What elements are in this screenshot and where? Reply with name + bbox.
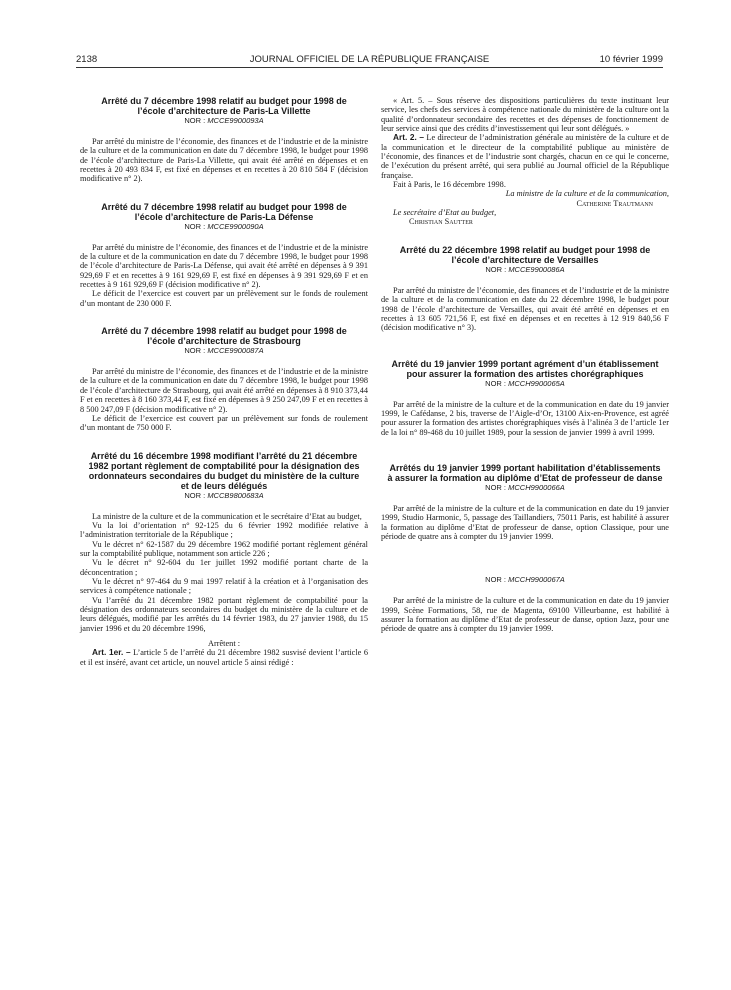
- nor-label: NOR :: [184, 221, 206, 231]
- nor-code: MCCE9900087A: [207, 346, 264, 356]
- article-paragraph: Par arrêté du ministre de l’économie, des finances et de l’industrie et de la ministre de la culture et de la communication en date du 7 décembre 1998, le budget pour 1998 de l’école d’architecture de Paris-La Défense, qui avait été arrêté en dépenses à 9 391 929,69 F et en recettes à 9 161 929,69 F, est fixé en dépenses à 9 391 929,69 F et en recettes à 9 161 929,69 F (décision modificative n° 2).: [80, 242, 368, 290]
- nor-label: NOR :: [485, 378, 507, 388]
- article-paragraph: Par arrêté de la ministre de la culture et de la communication en date du 19 janvier 1999, Scène Formations, 58, rue de Magenta, 69100 Villeurbanne, est habilité à assurer la formation au diplôme d’Etat de professeur de danse, option Jazz, pour une période de quatre ans à compter du 19 janvier 1999.: [381, 596, 669, 634]
- nor-reference: [381, 575, 669, 585]
- article-paragraph: Le déficit de l’exercice est couvert par un prélèvement sur le fonds de roulement d’un montant de 230 000 F.: [80, 289, 368, 308]
- article-label: Art. 1er. –: [92, 647, 131, 658]
- nor-label: NOR :: [485, 575, 507, 585]
- article-paragraph: [381, 133, 669, 180]
- nor-code: MCCE9900086A: [508, 264, 565, 274]
- nor-code: MCCH9900067A: [508, 575, 565, 585]
- signatory-role: Le secrétaire d’Etat au budget,: [393, 208, 497, 218]
- nor-code: MCCE9900090A: [207, 221, 264, 231]
- article-paragraph: Vu le décret n° 97-464 du 9 mai 1997 relatif à la création et à l’organisation des services à compétence nationale ;: [80, 576, 368, 596]
- nor-reference: [80, 222, 368, 232]
- nor-code: MCCE9900093A: [207, 116, 264, 125]
- nor-label: NOR :: [184, 346, 206, 356]
- article-title: Arrêté du 22 décembre 1998 relatif au budget pour 1998 de l’école d’architecture de Versailles: [399, 244, 651, 265]
- nor-reference: [80, 491, 368, 501]
- nor-label: NOR :: [184, 490, 206, 500]
- article-title: Arrêté du 16 décembre 1998 modifiant l’arrêté du 21 décembre 1982 portant règlement de comptabilité pour la désignation des ordonnateurs secondaires du budget du ministère de la culture et de leurs délégués: [88, 450, 360, 491]
- header-rule: [76, 67, 663, 68]
- right-column: [381, 96, 669, 634]
- nor-label: NOR :: [184, 116, 206, 125]
- article-paragraph: Vu la loi d’orientation n° 92-125 du 6 février 1992 modifiée relative à l’administration territoriale de la République ;: [80, 520, 368, 540]
- quoted-article: « Art. 5. – Sous réserve des dispositions particulières du texte instituant leur service, les chefs des services à compétence nationale du ministère de la culture ont la qualité d’ordonnateur secondaire des recettes et des dépenses de fonctionnement de leur service ainsi que des crédits d’investissement qui leur sont délégués. »: [381, 96, 669, 134]
- arretent-line: Arrêtent :: [207, 639, 241, 648]
- journal-title: JOURNAL OFFICIEL DE LA RÉPUBLIQUE FRANÇAISE: [249, 54, 490, 65]
- article-label: Art. 2. –: [393, 132, 425, 143]
- article-paragraph: La ministre de la culture et de la communication et le secrétaire d’Etat au budget,: [92, 511, 362, 521]
- article-paragraph: Vu le décret n° 62-1587 du 29 décembre 1962 modifié portant règlement général sur la comptabilité publique, notamment son article 226 ;: [80, 539, 368, 558]
- article-paragraph: Par arrêté du ministre de l’économie, des finances et de l’industrie et de la ministre de la culture et de la communication en date du 7 décembre 1998, le budget pour 1998 de l’école d’architecture de Paris-La Villette, qui avait été arrêté en dépenses et en recettes à 20 493 834 F, est fixé en dépenses et en recettes à 20 810 584 F (décision modificative n° 2).: [80, 137, 368, 184]
- signatory-name: Christian Sautter: [409, 217, 473, 227]
- nor-reference: [381, 265, 669, 275]
- nor-label: NOR :: [485, 482, 507, 492]
- article-title: Arrêté du 7 décembre 1998 relatif au budget pour 1998 de l’école d’architecture de Strasbourg: [101, 326, 347, 347]
- nor-code: MCCB9800683A: [207, 490, 264, 500]
- signatory-role: La ministre de la culture et de la communication,: [505, 189, 669, 199]
- issue-date: 10 février 1999: [599, 54, 663, 65]
- nor-reference: [381, 483, 669, 493]
- article-title: Arrêtés du 19 janvier 1999 portant habilitation d’établissements à assurer la formation au diplôme d’Etat de professeur de danse: [387, 462, 663, 483]
- article-paragraph: [80, 648, 368, 667]
- article-paragraph: Vu l’arrêté du 21 décembre 1982 portant règlement de comptabilité pour la désignation des ordonnateurs secondaires du budget du ministère de la culture et de leurs délégués, modifié par les arrêtés du 14 février 1983, du 27 janvier 1988, du 15 janvier 1996 et du 20 décembre 1996,: [80, 595, 368, 633]
- article-paragraph: Par arrêté de la ministre de la culture et de la communication en date du 19 janvier 1999, Studio Harmonic, 5, passage des Taillandiers, 75011 Paris, est habilité à assurer la formation au diplôme d’Etat de professeur de danse, option Classique, pour une période de quatre ans à compter du 19 janvier 1999.: [381, 503, 669, 541]
- nor-reference: [80, 346, 368, 356]
- nor-reference: [80, 116, 368, 126]
- article-paragraph: Par arrêté de la ministre de la culture et de la communication en date du 19 janvier 1999, le Cafédanse, 2 bis, traverse de l’Aigle-d’Or, 13100 Aix-en-Provence, est agréé pour assurer la formation des artistes chorégraphiques visés à l’alinéa 3 de l’article 1er de la loi n° 89-468 du 10 juillet 1989, pour la session de janvier 1999 à avril 1999.: [381, 399, 669, 437]
- page-header: [76, 54, 663, 66]
- fait-line: Fait à Paris, le 16 décembre 1998.: [393, 180, 506, 190]
- article-paragraph: Par arrêté du ministre de l’économie, des finances et de l’industrie et de la ministre de la culture et de la communication en date du 7 décembre 1998, le budget pour 1998 de l’école d’architecture de Strasbourg, qui avait été arrêté en dépenses à 8 910 373,44 F et en recettes à 8 160 373,44 F, est fixé en dépenses à 9 250 247,09 F et en recettes à 8 500 247,09 F (décision modificative n° 2).: [80, 367, 368, 414]
- nor-code: MCCH9900065A: [508, 378, 565, 388]
- article-title: Arrêté du 7 décembre 1998 relatif au budget pour 1998 de l’école d’architecture de Paris-La Défense: [101, 201, 347, 222]
- article-title: Arrêté du 7 décembre 1998 relatif au budget pour 1998 de l’école d’architecture de Paris-La Villette: [101, 96, 347, 116]
- nor-reference: [381, 379, 669, 389]
- nor-label: NOR :: [485, 264, 507, 274]
- article-text: Le directeur de l’administration générale au ministère de la culture et de la communication et le directeur de la comptabilité publique au ministère de l’économie, des finances et de l’industrie sont chargés, chacun en ce qui le concerne, de l’exécution du présent arrêté, qui sera publié au Journal officiel de la République française.: [381, 133, 669, 180]
- article-paragraph: Le déficit de l’exercice est couvert par un prélèvement sur fonds de roulement d’un montant de 750 000 F.: [80, 413, 368, 433]
- article-paragraph: Par arrêté du ministre de l’économie, des finances et de l’industrie et de la ministre de la culture et de la communication en date du 22 décembre 1998, le budget pour 1998 de l’école d’architecture de Versailles, qui avait été arrêté en dépenses et en recettes à 13 605 721,56 F, est fixé en dépenses et en recettes à 12 919 840,56 F (décision modificative n° 3).: [381, 285, 669, 333]
- signatory-name: Catherine Trautmann: [576, 198, 653, 208]
- article-title: Arrêté du 19 janvier 1999 portant agrément d’un établissement pour assurer la formation des artistes chorégraphiques: [391, 358, 659, 379]
- left-column: [80, 96, 368, 667]
- nor-code: MCCH9900066A: [508, 482, 565, 492]
- page-number: 2138: [76, 54, 98, 65]
- article-text: L’article 5 de l’arrêté du 21 décembre 1982 susvisé devient l’article 6 et il est inséré, avant cet article, un nouvel article 5 ainsi rédigé :: [80, 648, 368, 667]
- article-paragraph: Vu le décret n° 92-604 du 1er juillet 1992 modifié portant charte de la déconcentration ;: [80, 558, 368, 577]
